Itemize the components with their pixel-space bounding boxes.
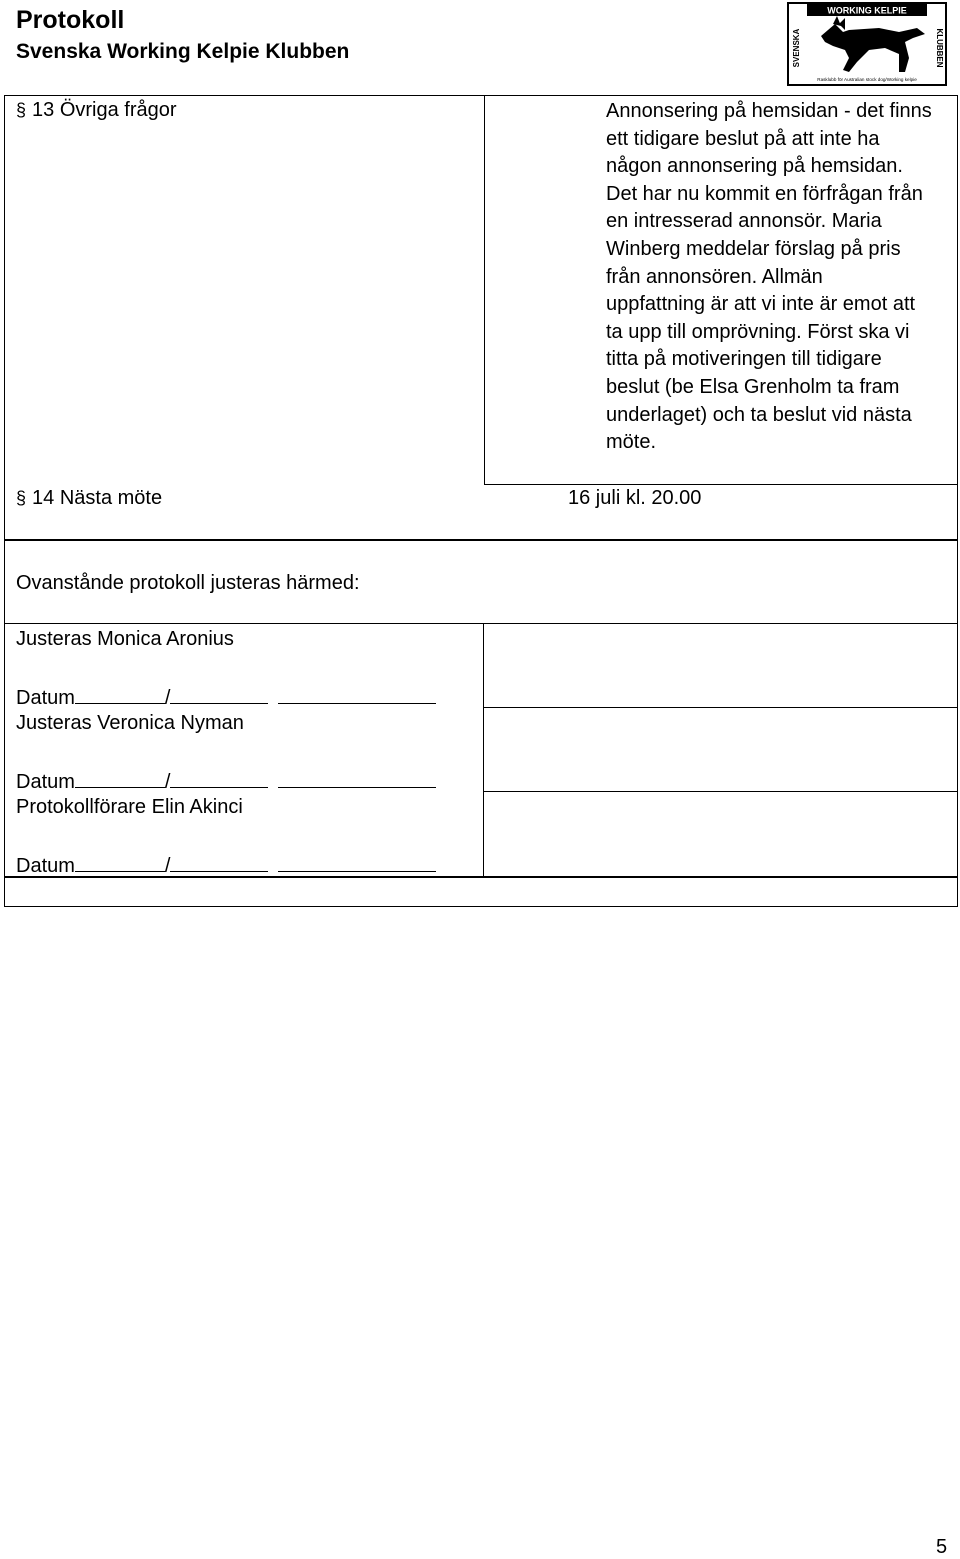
description-line: beslut (be Elsa Grenholm ta fram [606, 375, 900, 398]
agenda-item-13-description [606, 98, 951, 457]
signature-date-line[interactable] [16, 683, 436, 710]
agenda-item-14 [16, 486, 162, 510]
document-title: Protokoll [16, 6, 125, 34]
signer-name: Justeras Monica Aronius [16, 628, 234, 650]
description-line: någon annonsering på hemsidan. [606, 155, 903, 178]
description-line: ett tidigare beslut på att inte ha [606, 127, 880, 150]
date-day-blank[interactable] [75, 683, 165, 704]
logo-top-text: WORKING KELPIE [827, 5, 907, 16]
date-label: Datum [16, 687, 75, 709]
date-separator: / [164, 855, 171, 877]
date-separator: / [164, 687, 171, 709]
agenda-item-13 [16, 98, 177, 122]
logo-right-text: KLUBBEN [935, 28, 944, 68]
signer-name: Protokollförare Elin Akinci [16, 796, 243, 818]
description-line: från annonsören. Allmän [606, 265, 823, 288]
description-line: Winberg meddelar förslag på pris [606, 237, 901, 260]
signature-intro: Ovanstånde protokoll justeras härmed: [16, 572, 360, 594]
kelpie-dog-logo-icon [787, 2, 947, 86]
signature-date-line[interactable] [16, 767, 436, 794]
description-line: möte. [606, 431, 657, 454]
page-number: 5 [936, 1536, 948, 1558]
section-sign: § [16, 100, 27, 120]
signature-blank[interactable] [278, 767, 436, 788]
signature-blank[interactable] [278, 683, 436, 704]
description-line: underlaget) och ta beslut vid nästa [606, 403, 912, 426]
logo-left-text: SVENSKA [792, 28, 801, 68]
date-day-blank[interactable] [75, 767, 165, 788]
description-line: en intresserad annonsör. Maria [606, 210, 882, 233]
date-month-blank[interactable] [170, 767, 268, 788]
next-meeting-date: 16 juli kl. 20.00 [568, 487, 702, 509]
date-month-blank[interactable] [170, 683, 268, 704]
description-line: titta på motiveringen till tidigare [606, 348, 882, 371]
date-month-blank[interactable] [170, 851, 268, 872]
section-sign: § [16, 488, 27, 508]
date-label: Datum [16, 855, 75, 877]
date-day-blank[interactable] [75, 851, 165, 872]
agenda-item-13-label: 13 Övriga frågor [32, 99, 177, 121]
date-label: Datum [16, 771, 75, 793]
description-line: Annonsering på hemsidan - det finns [606, 100, 932, 122]
logo-bottom-text: Rasklubb för Australian stock dog/Working kelpie [817, 77, 917, 82]
signer-name: Justeras Veronica Nyman [16, 712, 244, 734]
agenda-item-14-label: 14 Nästa möte [32, 487, 163, 509]
signature-blank[interactable] [278, 851, 436, 872]
description-line: uppfattning är att vi inte är emot att [606, 293, 916, 316]
description-line: Det har nu kommit en förfrågan från [606, 182, 923, 205]
description-line: ta upp till omprövning. Först ska vi [606, 320, 910, 343]
date-separator: / [164, 771, 171, 793]
club-name: Svenska Working Kelpie Klubben [16, 40, 350, 63]
signature-date-line[interactable] [16, 851, 436, 878]
